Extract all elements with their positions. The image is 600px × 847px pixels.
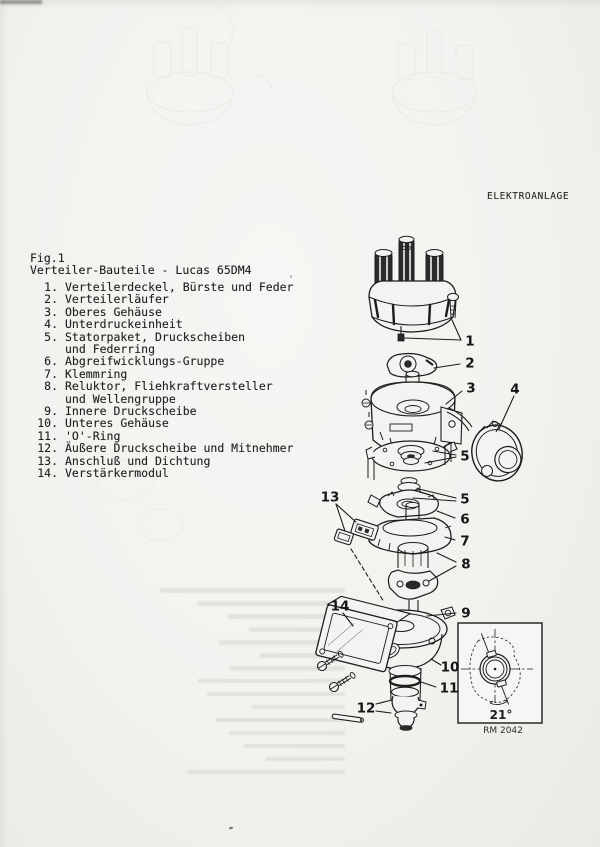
part-name: 'O'-Ring [65, 428, 121, 443]
vacuum-unit [447, 408, 528, 486]
part-name: Reluktor, Fliehkraftversteller und Wellengruppe [65, 379, 273, 406]
callout-8: 8 [461, 556, 471, 573]
part-name: Innere Druckscheibe [65, 404, 197, 419]
callout-13: 13 [320, 489, 340, 506]
reluctor-shaft [388, 543, 437, 615]
callout-7: 7 [460, 533, 470, 550]
part-number: 8. [44, 379, 58, 394]
part-name: Verteilerdeckel, Bürste und Feder [65, 280, 294, 294]
part-name: Oberes Gehäuse [65, 304, 162, 319]
part-name: Unterdruckeinheit [65, 317, 183, 332]
inset-drive-dog-view [458, 623, 542, 736]
callout-4: 4 [510, 381, 520, 398]
part-number: 9. [44, 404, 58, 419]
module-screw-icon [328, 670, 357, 693]
callout-5: 5 [460, 448, 470, 465]
part-name: Abgreifwicklungs-Gruppe [65, 354, 225, 369]
part-name: Klemmring [65, 366, 128, 381]
part-name: Verstärkermodul [65, 466, 169, 481]
part-number: 6. [44, 354, 58, 369]
part-number: 10. [37, 416, 58, 431]
part-name: Statorpaket, Druckscheiben und Federring [65, 329, 246, 357]
callout-9: 9 [461, 605, 471, 622]
drive-dog [332, 687, 426, 730]
callout-14: 14 [330, 598, 350, 615]
part-number: 5. [44, 329, 58, 344]
part-number: 12. [37, 441, 58, 456]
callout-12: 12 [356, 700, 376, 717]
o-ring [390, 676, 420, 686]
ref-label: RM 2042 [483, 726, 523, 736]
figure-label: Fig.1 [30, 251, 65, 265]
part-name: Verteilerläufer [65, 292, 169, 307]
callout-1: 1 [465, 333, 475, 350]
part-number: 7. [44, 366, 58, 381]
callout-2: 2 [465, 355, 475, 372]
part-number: 1. [44, 280, 58, 294]
part-number: 13. [37, 453, 58, 468]
angle-label: 21° [489, 708, 513, 722]
callout-6: 6 [460, 511, 470, 528]
callout-11: 11 [439, 680, 459, 697]
part-name: Äußere Druckscheibe und Mitnehmer [65, 441, 294, 456]
pickup-coil [368, 478, 438, 517]
callout-5: 5 [460, 491, 470, 508]
part-number: 3. [44, 304, 58, 319]
part-number: 4. [44, 317, 58, 332]
part-number: 2. [44, 292, 58, 307]
callout-3: 3 [466, 380, 476, 397]
distributor-cap [369, 236, 459, 341]
page-title: ELEKTROANLAGE [487, 191, 570, 202]
part-number: 11. [37, 428, 58, 443]
part-name: Unteres Gehäuse [65, 416, 169, 431]
part-number: 14. [37, 466, 58, 481]
callout-10: 10 [440, 659, 460, 676]
part-name: Anschluß und Dichtung [65, 453, 211, 468]
figure-title: Verteiler-Bauteile - Lucas 65DM4 [30, 263, 252, 278]
